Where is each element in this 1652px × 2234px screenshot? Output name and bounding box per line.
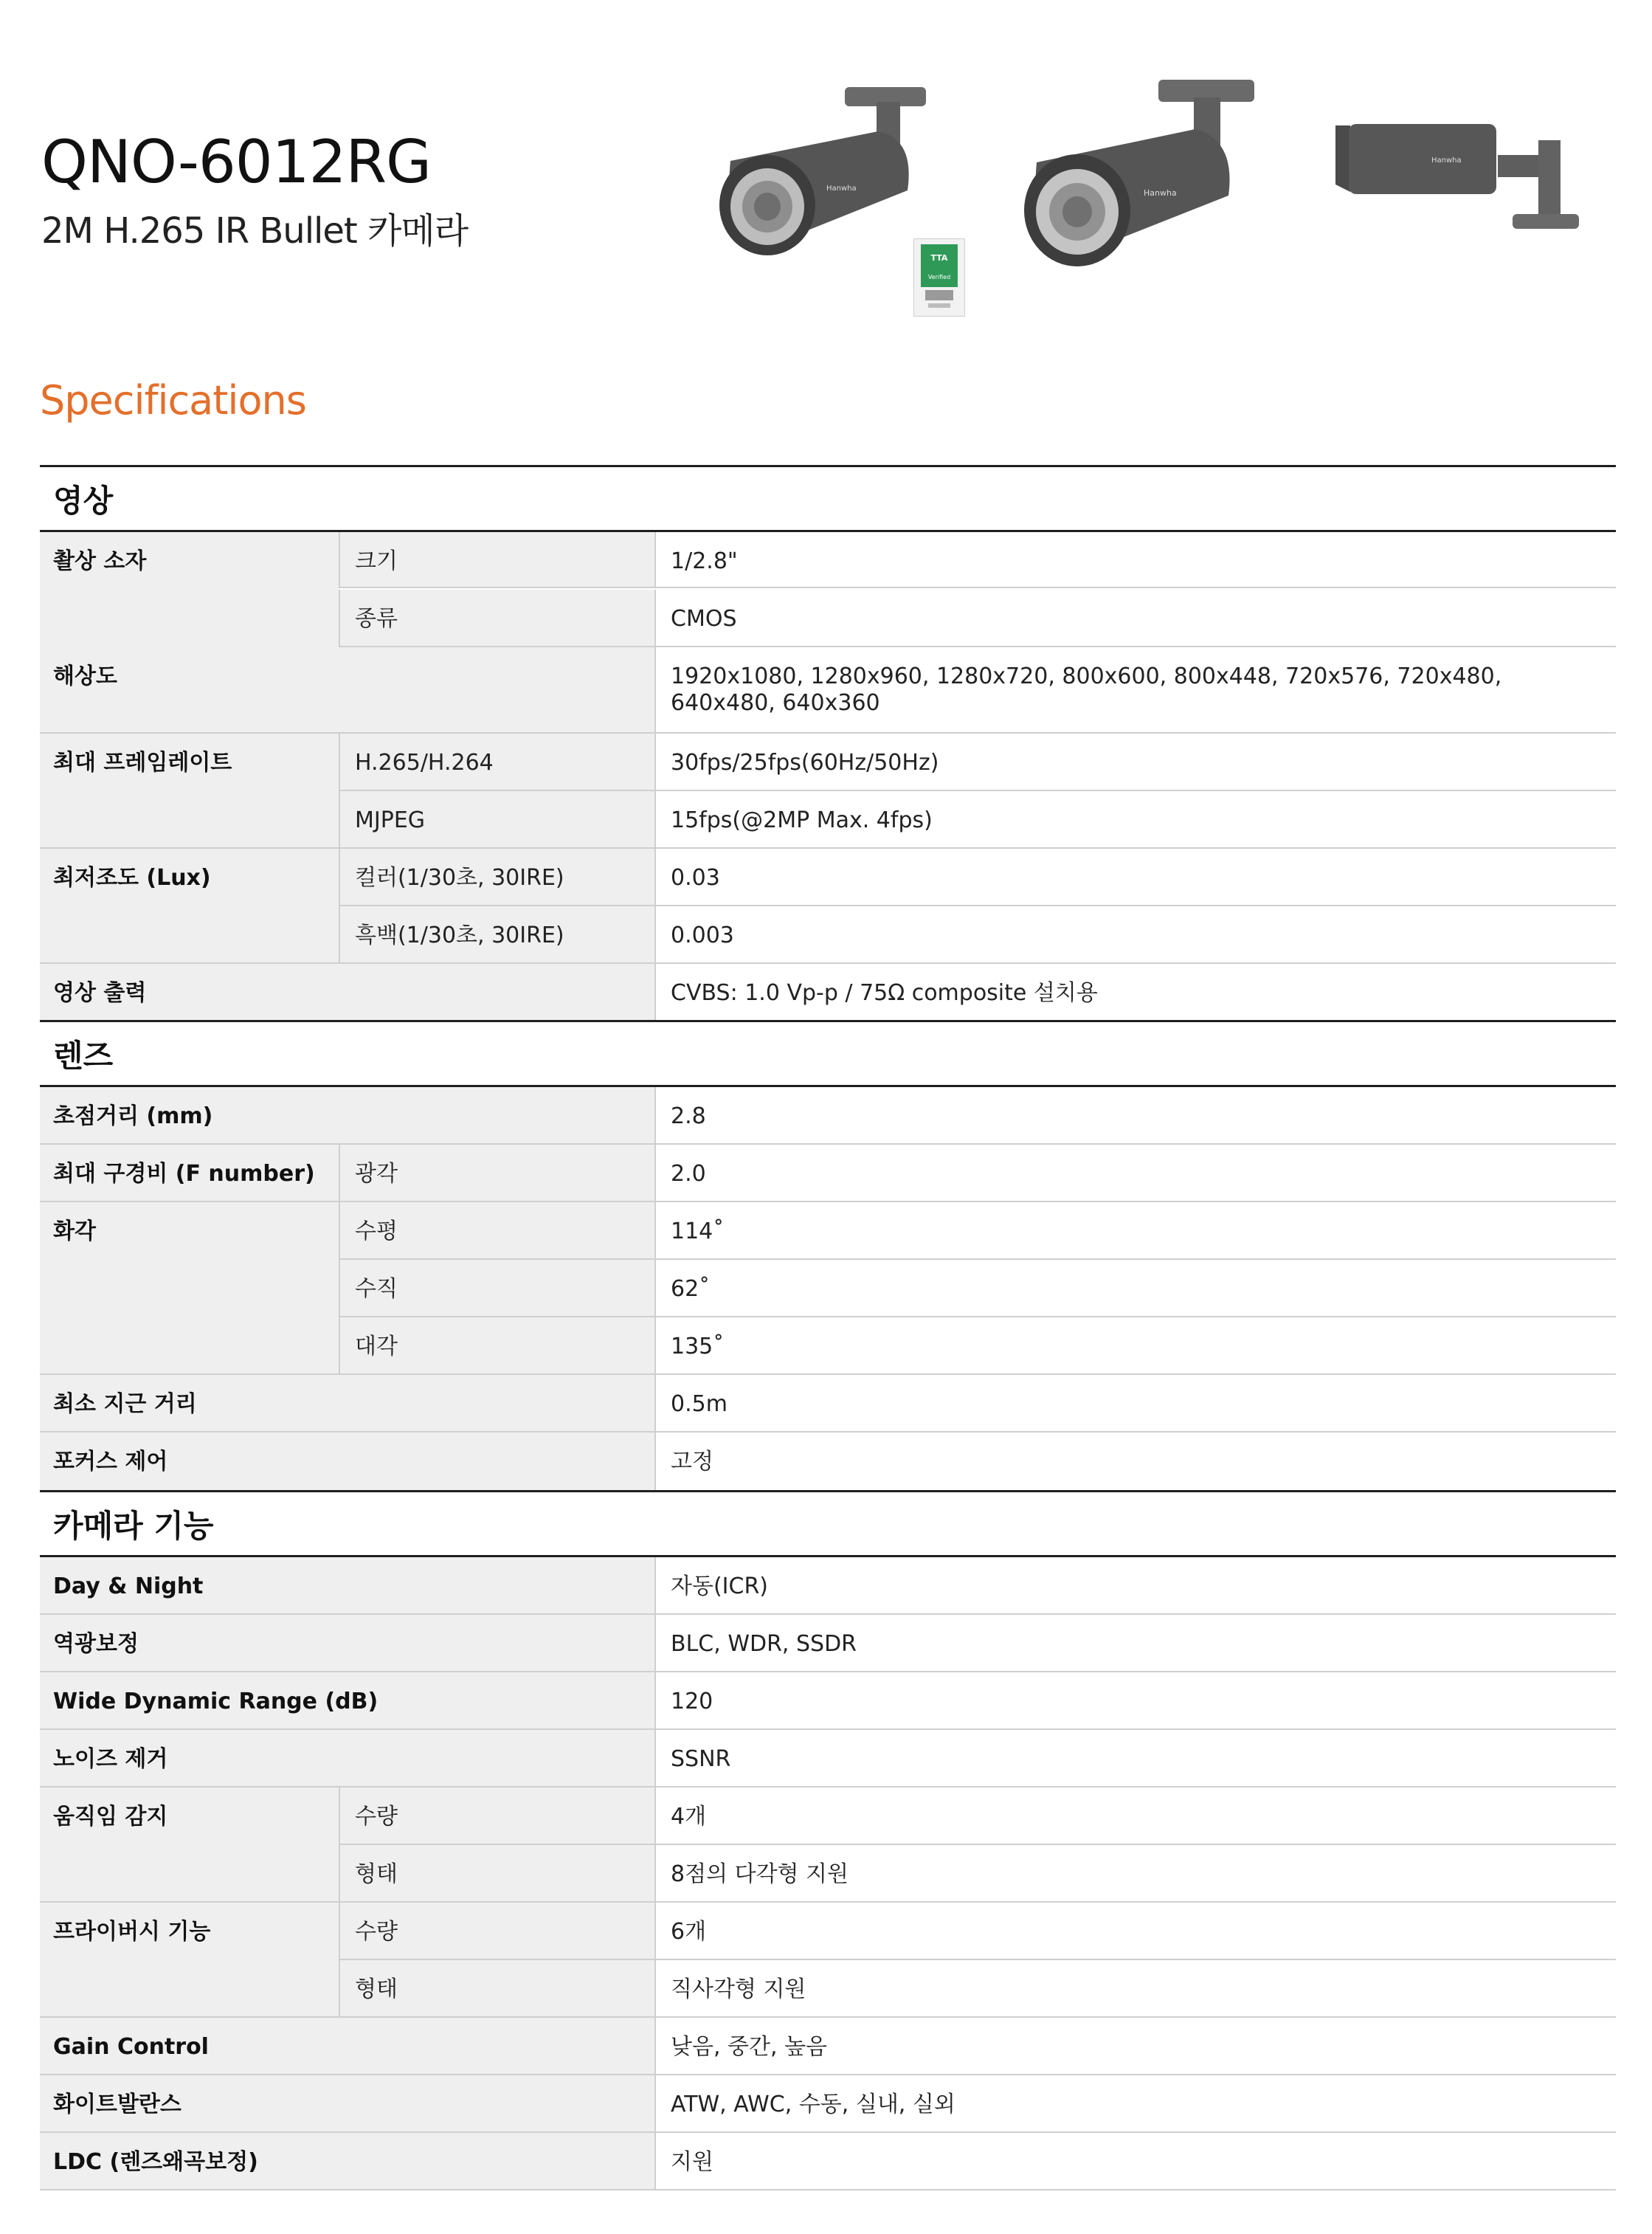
row-label: 최소 지근 거리 bbox=[40, 1375, 654, 1431]
row-label: Gain Control bbox=[40, 2018, 654, 2074]
row-value: 15fps(@2MP Max. 4fps) bbox=[654, 791, 1616, 849]
row-value: 6개 bbox=[654, 1903, 1616, 1960]
row-value: CMOS bbox=[654, 590, 1616, 647]
camera-front-large-image bbox=[1011, 74, 1276, 288]
table-row bbox=[40, 647, 1616, 734]
row-value: 낮음, 중간, 높음 bbox=[654, 2018, 1616, 2074]
spec-table bbox=[40, 465, 1616, 2190]
row-sublabel: 광각 bbox=[339, 1145, 654, 1201]
row-label: 노이즈 제거 bbox=[40, 1730, 654, 1786]
row-value: ATW, AWC, 수동, 실내, 실외 bbox=[654, 2075, 1616, 2131]
row-label: 움직임 감지 bbox=[40, 1787, 339, 1903]
section-video-heading: 영상 bbox=[40, 465, 1616, 532]
table-row bbox=[40, 1433, 1616, 1490]
specifications-heading: Specifications bbox=[40, 377, 306, 424]
product-subtitle: 2M H.265 IR Bullet 카메라 bbox=[41, 210, 469, 252]
row-value: 0.03 bbox=[654, 849, 1616, 906]
table-row bbox=[40, 1557, 1616, 1615]
table-row bbox=[40, 1960, 1616, 2018]
table-row bbox=[40, 1260, 1616, 1317]
row-value: 30fps/25fps(60Hz/50Hz) bbox=[654, 734, 1616, 791]
tta-verified-badge-icon bbox=[913, 238, 965, 317]
table-row bbox=[40, 964, 1616, 1020]
table-row bbox=[40, 849, 1616, 906]
row-sublabel: 수직 bbox=[339, 1260, 654, 1317]
row-label: 최대 프레임레이트 bbox=[40, 734, 339, 849]
row-sublabel: 형태 bbox=[339, 1960, 654, 2018]
row-value: 114˚ bbox=[654, 1202, 1616, 1260]
row-label: 최대 구경비 (F number) bbox=[40, 1145, 339, 1201]
row-value: 지원 bbox=[654, 2133, 1616, 2189]
row-label: 프라이버시 기능 bbox=[40, 1903, 339, 2018]
table-row bbox=[40, 1317, 1616, 1375]
table-row bbox=[40, 1615, 1616, 1672]
row-sublabel: MJPEG bbox=[339, 791, 654, 849]
svg-text:TTA: TTA bbox=[930, 253, 948, 263]
row-label: 촬상 소자 bbox=[40, 532, 339, 647]
row-value: 자동(ICR) bbox=[654, 1557, 1616, 1613]
table-row bbox=[40, 532, 1616, 590]
product-header bbox=[0, 0, 1652, 347]
row-value: 직사각형 지원 bbox=[654, 1960, 1616, 2018]
row-value: 62˚ bbox=[654, 1260, 1616, 1317]
section-camera-features-grid bbox=[40, 1557, 1616, 2190]
row-sublabel: 종류 bbox=[339, 590, 654, 647]
row-label: 영상 출력 bbox=[40, 964, 654, 1020]
row-label: 역광보정 bbox=[40, 1615, 654, 1671]
row-label: 화이트발란스 bbox=[40, 2075, 654, 2131]
row-label: 최저조도 (Lux) bbox=[40, 849, 339, 964]
table-row bbox=[40, 791, 1616, 849]
table-row bbox=[40, 1845, 1616, 1903]
svg-text:Hanwha: Hanwha bbox=[1431, 156, 1462, 165]
table-row bbox=[40, 2133, 1616, 2190]
row-value: 2.0 bbox=[654, 1145, 1616, 1201]
row-value: BLC, WDR, SSDR bbox=[654, 1615, 1616, 1671]
row-label: 해상도 bbox=[40, 647, 654, 732]
row-value: 8점의 다각형 지원 bbox=[654, 1845, 1616, 1903]
table-row bbox=[40, 1145, 1616, 1202]
svg-text:Verified: Verified bbox=[927, 274, 951, 280]
table-row bbox=[40, 1730, 1616, 1787]
row-sublabel: 컬러(1/30초, 30IRE) bbox=[339, 849, 654, 906]
table-row bbox=[40, 1787, 1616, 1845]
table-row bbox=[40, 1087, 1616, 1145]
section-camera-features-heading: 카메라 기능 bbox=[40, 1490, 1616, 1557]
row-sublabel: 수평 bbox=[339, 1202, 654, 1260]
row-value: SSNR bbox=[654, 1730, 1616, 1786]
row-value: 고정 bbox=[654, 1433, 1616, 1490]
row-sublabel: 수량 bbox=[339, 1903, 654, 1960]
row-value: 135˚ bbox=[654, 1317, 1616, 1375]
table-row bbox=[40, 1903, 1616, 1960]
table-row bbox=[40, 590, 1616, 647]
table-row bbox=[40, 1202, 1616, 1260]
section-lens-heading: 렌즈 bbox=[40, 1020, 1616, 1087]
row-value: 0.003 bbox=[654, 906, 1616, 964]
row-sublabel: 수량 bbox=[339, 1787, 654, 1845]
row-value: 1920x1080, 1280x960, 1280x720, 800x600, 800x448, 720x576, 720x480, 640x480, 640x360 bbox=[654, 647, 1616, 732]
camera-side-image bbox=[1328, 111, 1586, 244]
row-sublabel: 대각 bbox=[339, 1317, 654, 1375]
row-value: 1/2.8" bbox=[654, 532, 1616, 588]
section-lens-grid bbox=[40, 1087, 1616, 1490]
row-sublabel: 크기 bbox=[339, 532, 654, 588]
model-name: QNO-6012RG bbox=[41, 128, 432, 196]
row-label: LDC (렌즈왜곡보정) bbox=[40, 2133, 654, 2189]
row-label: Wide Dynamic Range (dB) bbox=[40, 1672, 654, 1728]
row-label: Day & Night bbox=[40, 1557, 654, 1613]
row-label: 포커스 제어 bbox=[40, 1433, 654, 1490]
row-value: 120 bbox=[654, 1672, 1616, 1728]
row-label: 화각 bbox=[40, 1202, 339, 1375]
row-label: 초점거리 (mm) bbox=[40, 1087, 654, 1143]
row-sublabel: 흑백(1/30초, 30IRE) bbox=[339, 906, 654, 964]
section-video-grid bbox=[40, 532, 1616, 1020]
table-row bbox=[40, 2075, 1616, 2133]
row-sublabel: 형태 bbox=[339, 1845, 654, 1903]
table-row bbox=[40, 1375, 1616, 1433]
table-row bbox=[40, 2018, 1616, 2075]
row-sublabel: H.265/H.264 bbox=[339, 734, 654, 791]
row-value: CVBS: 1.0 Vp-p / 75Ω composite 설치용 bbox=[654, 964, 1616, 1020]
table-row bbox=[40, 734, 1616, 791]
row-value: 4개 bbox=[654, 1787, 1616, 1845]
row-value: 2.8 bbox=[654, 1087, 1616, 1143]
table-row bbox=[40, 1672, 1616, 1730]
table-row bbox=[40, 906, 1616, 964]
svg-text:Hanwha: Hanwha bbox=[826, 185, 857, 193]
row-value: 0.5m bbox=[654, 1375, 1616, 1431]
svg-text:Hanwha: Hanwha bbox=[1144, 188, 1177, 198]
